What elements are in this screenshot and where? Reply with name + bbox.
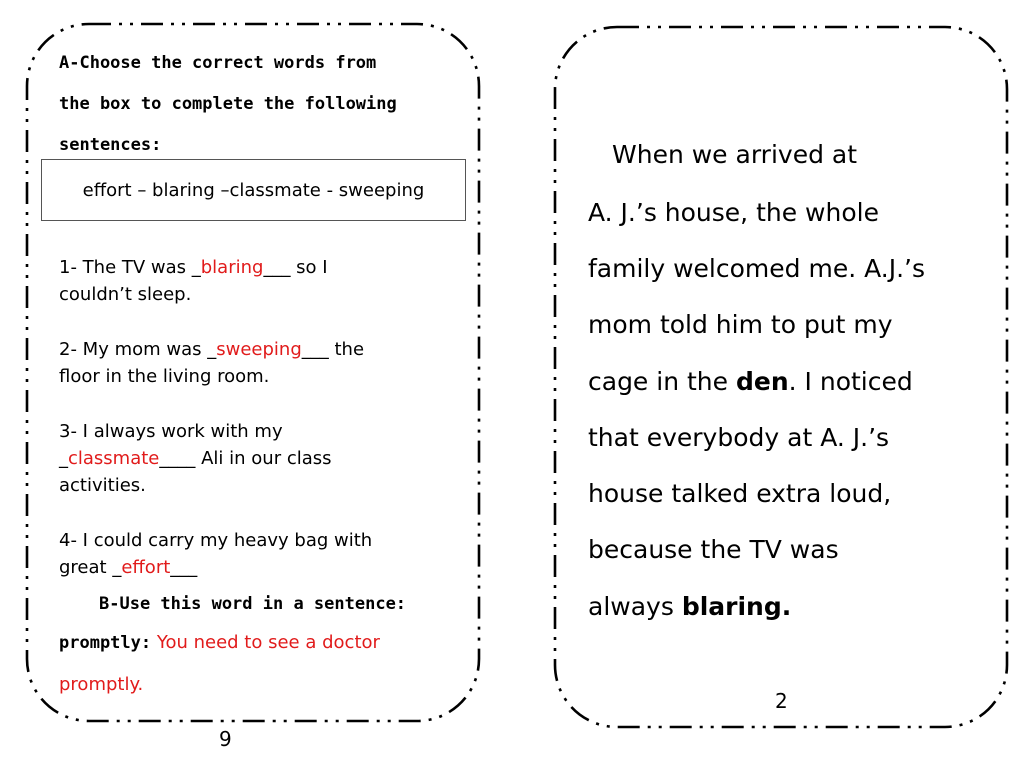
part-a-heading-line-1: A-Choose the correct words from xyxy=(59,53,377,73)
left-page-number: 9 xyxy=(219,727,232,751)
story-line-4: mom told him to put my xyxy=(588,310,893,339)
q3-answer: classmate xyxy=(68,448,160,469)
part-b-answer-line-2: promptly. xyxy=(59,674,144,695)
q1-before: 1- The TV was _ xyxy=(59,257,201,278)
part-b-heading: B-Use this word in a sentence: xyxy=(99,594,407,614)
q1-after: ___ so I xyxy=(263,257,328,278)
q4-before: great _ xyxy=(59,557,122,578)
story-line-5-after: . I noticed xyxy=(788,367,913,396)
word-box: effort – blaring –classmate - sweeping xyxy=(41,159,466,221)
q2-before: 2- My mom was _ xyxy=(59,339,217,360)
q1-line2: couldn’t sleep. xyxy=(59,284,192,305)
q4-line1: 4- I could carry my heavy bag with xyxy=(59,530,373,551)
part-a-heading-line-3: sentences: xyxy=(59,135,162,155)
q2-answer: sweeping xyxy=(216,339,302,360)
q3-before: _ xyxy=(59,448,68,469)
story-line-3: family welcomed me. A.J.’s xyxy=(588,254,925,283)
question-4 xyxy=(59,527,372,581)
story-line-7: house talked extra loud, xyxy=(588,479,892,508)
story-line-9 xyxy=(588,592,1008,621)
part-a-heading-line-2: the box to complete the following xyxy=(59,94,397,114)
q3-line3: activities. xyxy=(59,475,146,496)
q2-after: ___ the xyxy=(301,339,365,360)
story-bold-den: den xyxy=(735,367,789,396)
question-1 xyxy=(59,254,328,308)
story-line-6: that everybody at A. J.’s xyxy=(588,423,890,452)
question-2 xyxy=(59,336,364,390)
story-line-5 xyxy=(588,367,1008,396)
part-b-sentence xyxy=(59,632,380,653)
q3-after: ____ Ali in our class xyxy=(159,448,332,469)
story-line-2: A. J.’s house, the whole xyxy=(588,198,879,227)
right-page-number: 2 xyxy=(775,689,788,713)
q4-after: ___ xyxy=(170,557,198,578)
part-b-word: promptly: xyxy=(59,633,152,653)
q4-answer: effort xyxy=(121,557,171,578)
story-line-5-before: cage in the xyxy=(588,367,736,396)
question-3 xyxy=(59,418,332,499)
q3-line1: 3- I always work with my xyxy=(59,421,283,442)
story-bold-blaring: blaring. xyxy=(681,592,792,621)
story-line-1: When we arrived at xyxy=(612,140,858,169)
story-line-9-before: always xyxy=(588,592,682,621)
part-b-answer-line-1: You need to see a doctor xyxy=(156,632,380,653)
q2-line2: floor in the living room. xyxy=(59,366,270,387)
story-line-8: because the TV was xyxy=(588,535,839,564)
q1-answer: blaring xyxy=(200,257,264,278)
